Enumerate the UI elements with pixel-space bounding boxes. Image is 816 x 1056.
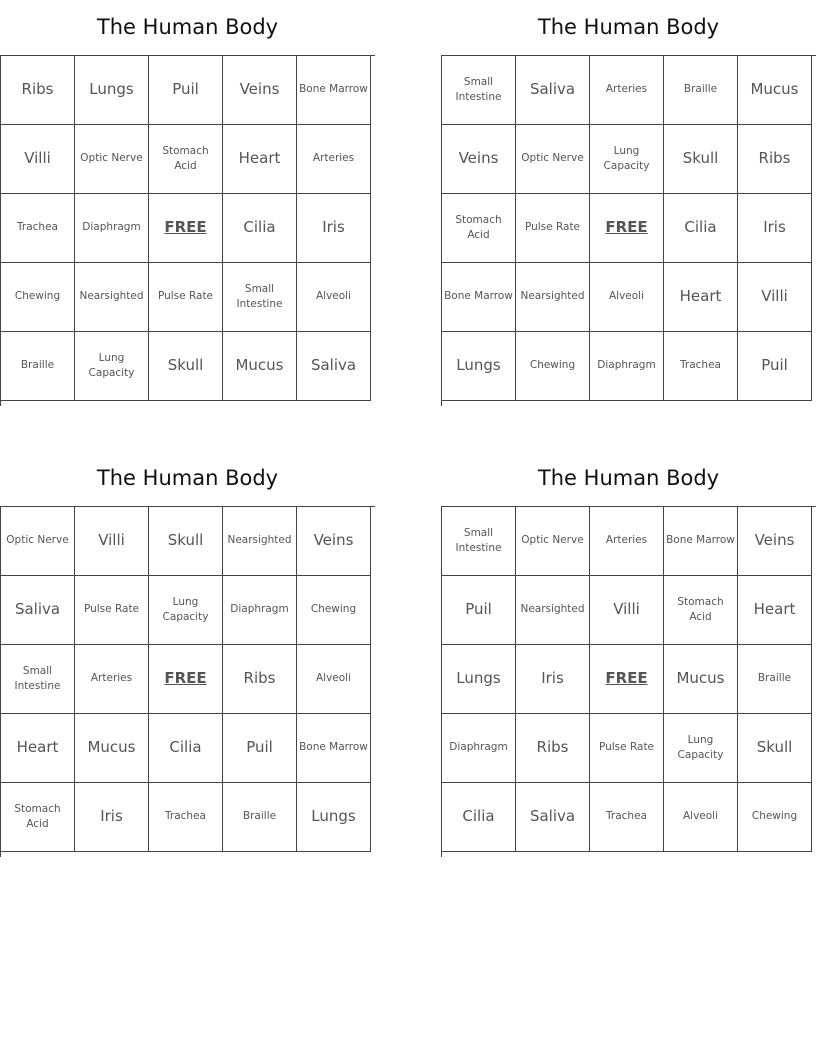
bingo-cell: Mucus bbox=[664, 645, 738, 714]
bingo-cell: Braille bbox=[223, 783, 297, 852]
bingo-cell: Iris bbox=[738, 194, 812, 263]
bingo-cell: Pulse Rate bbox=[75, 576, 149, 645]
bingo-cell: Veins bbox=[738, 507, 812, 576]
bingo-cell: Arteries bbox=[297, 125, 371, 194]
bingo-grid bbox=[0, 55, 375, 406]
bingo-grid bbox=[441, 506, 816, 857]
bingo-cell: Lungs bbox=[75, 56, 149, 125]
bingo-cell: Ribs bbox=[516, 714, 590, 783]
card-title: The Human Body bbox=[537, 466, 720, 490]
bingo-cell: Saliva bbox=[1, 576, 75, 645]
bingo-cell: Diaphragm bbox=[442, 714, 516, 783]
bingo-cell: Puil bbox=[223, 714, 297, 783]
bingo-cell: Veins bbox=[442, 125, 516, 194]
bingo-cell: Mucus bbox=[738, 56, 812, 125]
bingo-cell: Skull bbox=[149, 332, 223, 401]
bingo-cell: Lung Capacity bbox=[149, 576, 223, 645]
bingo-cell: Villi bbox=[590, 576, 664, 645]
free-space-cell: FREE bbox=[590, 645, 664, 714]
bingo-cell: Stomach Acid bbox=[1, 783, 75, 852]
bingo-cell: Chewing bbox=[1, 263, 75, 332]
bingo-cell: Small Intestine bbox=[442, 507, 516, 576]
bingo-cell: Optic Nerve bbox=[75, 125, 149, 194]
bingo-cell: Ribs bbox=[738, 125, 812, 194]
bingo-cell: Puil bbox=[442, 576, 516, 645]
bingo-cell: Arteries bbox=[75, 645, 149, 714]
bingo-cell: Bone Marrow bbox=[664, 507, 738, 576]
bingo-cell: Stomach Acid bbox=[149, 125, 223, 194]
bingo-cell: Nearsighted bbox=[75, 263, 149, 332]
bingo-cell: Saliva bbox=[297, 332, 371, 401]
bingo-cell: Chewing bbox=[738, 783, 812, 852]
card-title: The Human Body bbox=[96, 15, 279, 39]
bingo-cell: Pulse Rate bbox=[516, 194, 590, 263]
bingo-cell: Mucus bbox=[223, 332, 297, 401]
bingo-cell: Alveoli bbox=[664, 783, 738, 852]
free-space-cell: FREE bbox=[149, 194, 223, 263]
bingo-cell: Optic Nerve bbox=[516, 125, 590, 194]
bingo-cell: Bone Marrow bbox=[297, 56, 371, 125]
bingo-cell: Pulse Rate bbox=[149, 263, 223, 332]
bingo-cell: Arteries bbox=[590, 507, 664, 576]
bingo-cell: Puil bbox=[738, 332, 812, 401]
bingo-cell: Puil bbox=[149, 56, 223, 125]
bingo-cell: Iris bbox=[516, 645, 590, 714]
bingo-cell: Diaphragm bbox=[590, 332, 664, 401]
bingo-cell: Skull bbox=[149, 507, 223, 576]
bingo-cell: Small Intestine bbox=[442, 56, 516, 125]
bingo-cell: Villi bbox=[75, 507, 149, 576]
bingo-cell: Cilia bbox=[442, 783, 516, 852]
bingo-cell: Chewing bbox=[297, 576, 371, 645]
bingo-cell: Ribs bbox=[223, 645, 297, 714]
bingo-cell: Villi bbox=[738, 263, 812, 332]
bingo-cell: Alveoli bbox=[590, 263, 664, 332]
bingo-cell: Nearsighted bbox=[516, 576, 590, 645]
bingo-cell: Lung Capacity bbox=[664, 714, 738, 783]
bingo-cell: Trachea bbox=[149, 783, 223, 852]
bingo-cell: Braille bbox=[738, 645, 812, 714]
bingo-cell: Mucus bbox=[75, 714, 149, 783]
bingo-cell: Small Intestine bbox=[223, 263, 297, 332]
bingo-cell: Nearsighted bbox=[223, 507, 297, 576]
bingo-cell: Bone Marrow bbox=[297, 714, 371, 783]
bingo-cell: Braille bbox=[664, 56, 738, 125]
bingo-cell: Cilia bbox=[149, 714, 223, 783]
bingo-cell: Saliva bbox=[516, 56, 590, 125]
bingo-cell: Heart bbox=[664, 263, 738, 332]
bingo-cell: Skull bbox=[738, 714, 812, 783]
free-space-cell: FREE bbox=[149, 645, 223, 714]
bingo-cell: Alveoli bbox=[297, 263, 371, 332]
bingo-cell: Bone Marrow bbox=[442, 263, 516, 332]
bingo-cell: Heart bbox=[1, 714, 75, 783]
bingo-grid bbox=[0, 506, 375, 857]
bingo-cell: Braille bbox=[1, 332, 75, 401]
bingo-cell: Cilia bbox=[223, 194, 297, 263]
bingo-cell: Iris bbox=[75, 783, 149, 852]
bingo-cell: Lung Capacity bbox=[590, 125, 664, 194]
bingo-cell: Stomach Acid bbox=[664, 576, 738, 645]
bingo-cell: Lungs bbox=[442, 645, 516, 714]
bingo-cell: Small Intestine bbox=[1, 645, 75, 714]
bingo-cell: Trachea bbox=[590, 783, 664, 852]
bingo-cell: Villi bbox=[1, 125, 75, 194]
bingo-cell: Lungs bbox=[442, 332, 516, 401]
bingo-cell: Optic Nerve bbox=[1, 507, 75, 576]
bingo-cell: Nearsighted bbox=[516, 263, 590, 332]
bingo-cell: Lung Capacity bbox=[75, 332, 149, 401]
card-title: The Human Body bbox=[96, 466, 279, 490]
bingo-cell: Trachea bbox=[1, 194, 75, 263]
bingo-cell: Stomach Acid bbox=[442, 194, 516, 263]
bingo-cell: Diaphragm bbox=[75, 194, 149, 263]
bingo-cell: Skull bbox=[664, 125, 738, 194]
bingo-cell: Iris bbox=[297, 194, 371, 263]
bingo-cell: Veins bbox=[297, 507, 371, 576]
bingo-cell: Veins bbox=[223, 56, 297, 125]
bingo-cell: Ribs bbox=[1, 56, 75, 125]
bingo-cell: Lungs bbox=[297, 783, 371, 852]
bingo-cell: Heart bbox=[223, 125, 297, 194]
card-title: The Human Body bbox=[537, 15, 720, 39]
bingo-cell: Arteries bbox=[590, 56, 664, 125]
bingo-cell: Saliva bbox=[516, 783, 590, 852]
bingo-cell: Pulse Rate bbox=[590, 714, 664, 783]
bingo-grid bbox=[441, 55, 816, 406]
bingo-cell: Diaphragm bbox=[223, 576, 297, 645]
bingo-cell: Heart bbox=[738, 576, 812, 645]
bingo-cell: Cilia bbox=[664, 194, 738, 263]
bingo-cell: Optic Nerve bbox=[516, 507, 590, 576]
bingo-cell: Chewing bbox=[516, 332, 590, 401]
bingo-cell: Trachea bbox=[664, 332, 738, 401]
bingo-cell: Alveoli bbox=[297, 645, 371, 714]
free-space-cell: FREE bbox=[590, 194, 664, 263]
